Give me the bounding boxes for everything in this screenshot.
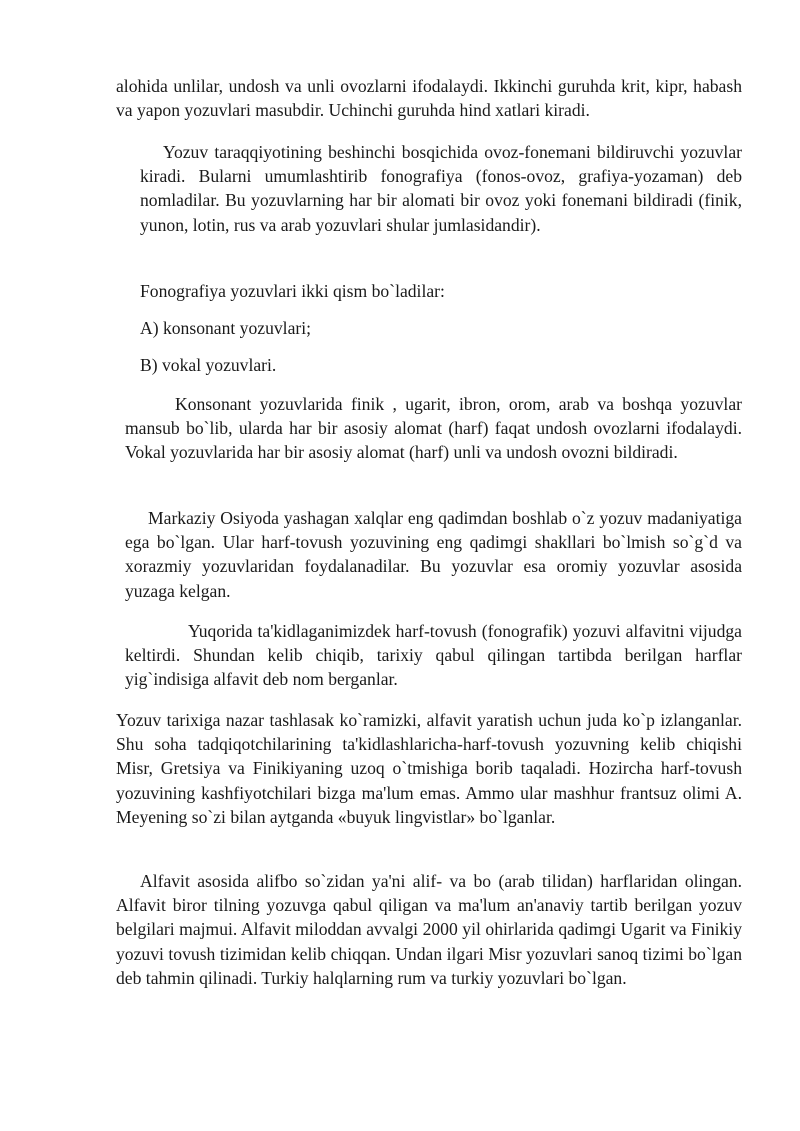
paragraph-1: alohida unlilar, undosh va unli ovozlarni ifodalaydi. Ikkinchi guruhda krit, kipr, habash va yapon yozuvlari masubdir. Uchinchi guruhda hind xatlari kiradi.	[116, 76, 742, 121]
paragraph-3: Fonografiya yozuvlari ikki qism bo`ladilar:	[140, 281, 445, 301]
paragraph-8: Yuqorida ta'kidlaganimizdek harf-tovush (fonografik) yozuvi alfavitni vijudga keltirdi. Shundan kelib chiqib, tarixiy qabul qilingan tartibda berilgan harflar yig`indisiga alfavit deb nom berganlar.	[125, 621, 742, 690]
paragraph-7: Markaziy Osiyoda yashagan xalqlar eng qadimdan boshlab o`z yozuv madaniyatiga ega bo`lgan. Ular harf-tovush yozuvining eng qadimgi shakllari bo`lmish so`g`d va xorazmiy yozuvlaridan foydalanadilar. Bu yozuvlar esa oromiy yozuvlar asosida yuzaga kelgan.	[125, 508, 742, 601]
paragraph-2: Yozuv taraqqiyotining beshinchi bosqichida ovoz-fonemani bildiruvchi yozuvlar kiradi. Bularni umumlashtirib fonografiya (fonos-ovoz, grafiya-yozaman) deb nomladilar. Bu yozuvlarning har bir alomati bir ovoz yoki fonemani bildiradi (finik, yunon, lotin, rus va arab yozuvlari shular jumlasidandir).	[140, 142, 742, 235]
paragraph-6: Konsonant yozuvlarida finik , ugarit, ibron, orom, arab va boshqa yozuvlar mansub bo`lib, ularda har bir asosiy alomat (harf) faqat undosh ovozlarni ifodalaydi. Vokal yozuvlarida har bir asosiy alomat (harf) unli va undosh ovozni bildiradi.	[125, 394, 742, 463]
paragraph-10: Alfavit asosida alifbo so`zidan ya'ni alif- va bo (arab tilidan) harflaridan olingan. Alfavit biror tilning yozuvga qabul qiligan va ma'lum an'anaviy tartib berilgan yozuv belgilari majmui. Alfavit miloddan avvalgi 2000 yil ohirlarida qadimgi Ugarit va Finikiy yozuvi tovush tizimidan kelib chiqqan. Undan ilgari Misr yozuvlari sanoq tizimi bo`lgan deb tahmin qilinadi. Turkiy halqlarning rum va turkiy yozuvlari bo`lgan.	[116, 871, 742, 988]
list-item-a: A) konsonant yozuvlari;	[140, 318, 312, 338]
list-item-b: B) vokal yozuvlari.	[140, 355, 277, 375]
paragraph-9: Yozuv tarixiga nazar tashlasak ko`ramizki, alfavit yaratish uchun juda ko`p izlanganlar. Shu soha tadqiqotchilarining ta'kidlashlaricha-harf-tovush yozuvning kelib chiqishi Misr, Gretsiya va Finikiyaning uzoq o`tmishiga borib taqaladi. Hozircha harf-tovush yozuvining kashfiyotchilari bizga ma'lum emas. Ammo ular mashhur frantsuz olimi A. Meyening so`zi bilan aytganda «buyuk lingvistlar» bo`lganlar.	[116, 710, 742, 827]
